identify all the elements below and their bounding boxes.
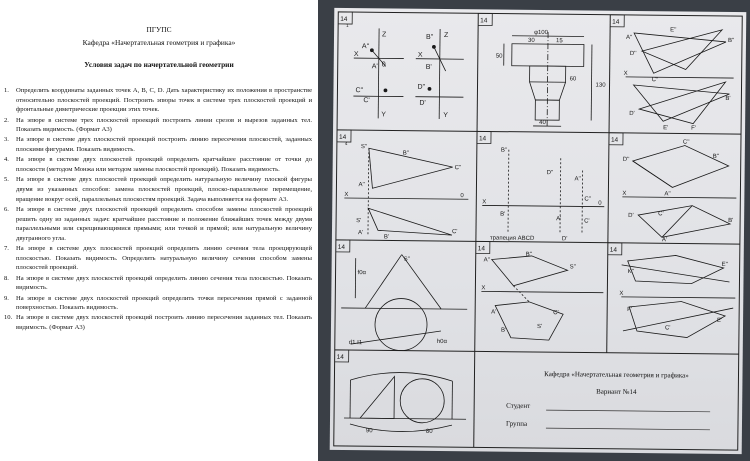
cell-tag-5: 14 [478, 135, 487, 143]
cell-tag-6: 14 [610, 136, 619, 144]
c6-b1: B'' [712, 153, 720, 160]
c7-x2: d1 I1 [348, 340, 363, 347]
cell-4-point-plane-distance [344, 148, 469, 235]
c4-b1: B'' [402, 150, 410, 157]
c2-d130: 130 [595, 82, 606, 89]
c3-b1: B'' [727, 37, 735, 45]
task-item: 3. На эпюре в системе двух плоскостей проекций построить линию пересечения плоскостей, заданных плоскими фигурами. Показать видимость. [4, 136, 312, 154]
c7-s1: S'' [403, 256, 411, 263]
c5-x: X [482, 199, 487, 206]
c3-e1: E'' [670, 27, 677, 34]
c3-e2: E' [663, 125, 669, 132]
c6-x: X [622, 190, 627, 197]
c3-x: X [623, 70, 628, 77]
c5-c2: C' [584, 218, 590, 225]
cell-tag-4: 14 [338, 133, 347, 141]
c1-z: Z [382, 31, 387, 39]
task-sheet [330, 8, 747, 454]
cell-2-body-section [503, 29, 592, 127]
c1-c2: C' [363, 97, 370, 105]
c1-a1: A'' [361, 43, 370, 51]
cell-tag-1: 14 [340, 15, 348, 23]
c6-a1: A'' [664, 191, 671, 198]
task-sheet-photo [318, 0, 750, 461]
c3-f2: F' [691, 125, 696, 132]
c6-d1: D'' [622, 156, 630, 163]
c6-b2: B' [728, 217, 734, 225]
c1-b1: B'' [425, 33, 434, 41]
cell-tag-10: 14 [336, 353, 344, 361]
c9-x: X [619, 290, 624, 297]
cell-index-1: 1 [346, 22, 349, 29]
cell-tag-3: 14 [612, 18, 620, 26]
c2-d60: 60 [569, 76, 577, 83]
cell-8-prism-section [481, 255, 604, 340]
c4-c1: C'' [454, 165, 462, 172]
c6-c2: C' [658, 211, 664, 218]
c4-o: 0 [460, 193, 464, 200]
cell-6-dihedral-angle [622, 145, 737, 238]
title-card-group-label: Группа [505, 419, 528, 428]
c4-a2: A' [357, 230, 364, 237]
c1-b2: B' [425, 63, 432, 71]
c1-d2: D' [419, 99, 426, 107]
c5-b2: B' [500, 211, 506, 218]
cell-9-line-surface [621, 255, 736, 338]
c1-d1: D'' [417, 83, 426, 91]
task-item: 6. На эпюре в системе двух плоскостей проекций определить способом замены плоскостей проекций решить одну из заданных задач: кратчайшее расстояние и положение ближайших точек между двумя параллельными или скрещивающимися прямыми; или точкой и прямой; или натуральную величину двугранного угла. [4, 205, 312, 242]
c1-z2: Z [444, 32, 449, 40]
c8-c2: C' [553, 310, 559, 317]
university-name: ПГУПС [146, 25, 172, 34]
c9-e2: E' [717, 317, 723, 324]
task-list [4, 86, 312, 333]
task-item: 1. Определить координаты заданных точек A, B, C, D. Дать характеристику их положения в пространстве относительно плоскостей проекций. Построить эпюры точек в системе трех плоскостей проекций и фронтальные диметрические проекции этих точек. [4, 87, 312, 114]
c6-c1: C'' [682, 139, 690, 146]
cell-1-point-projections [353, 28, 464, 119]
c6-a2: A' [661, 237, 668, 244]
title-card-department: Кафедра «Начертательная геометрия и графика» [544, 370, 689, 380]
cell-tag-9: 14 [609, 246, 618, 254]
c8-a1: A'' [483, 257, 491, 264]
c1-x: X [353, 51, 359, 59]
c1-a2: A' [371, 63, 378, 71]
c2-d40: 40 [539, 120, 546, 127]
c2-phi: φ100 [534, 29, 549, 37]
c3-b2: B' [725, 95, 731, 103]
c7-f0a: f0α [357, 270, 367, 277]
c2-d15: 15 [555, 38, 563, 45]
c4-s1: S'' [360, 144, 368, 151]
c8-x: X [481, 285, 486, 292]
c1-y: Y [381, 111, 386, 119]
c9-f2: F' [627, 306, 633, 313]
cell-7-cone-section [341, 254, 468, 351]
c5-d1: D'' [546, 170, 554, 177]
cell-10-intersecting-solids [344, 372, 467, 435]
c4-b2: B' [383, 234, 390, 241]
task-item: 2. На эпюре в системе трех плоскостей проекций построить линии срезов и вырезов заданных тел. Показать видимость. (Формат А3) [4, 116, 312, 134]
c4-a1: A'' [358, 182, 365, 189]
c5-caption: трапеция ABCD [489, 235, 535, 242]
task-item: 8. На эпюре в системе двух плоскостей проекций определить линию сечения тела плоскостью. Показать видимость. [4, 274, 312, 292]
c3-c1: C'' [651, 77, 659, 84]
task-item: 7. На эпюре в системе двух плоскостей проекций определить линию сечения тела проецирующей плоскостью. Показать видимость. Определить натуральную величину сечения способом замены плоскостей проекций. [4, 245, 312, 272]
task-item: 4. На эпюре в системе двух плоскостей проекций определить кратчайшее расстояние от точки до плоскости (методом Монжа или методом замены плоскостей проекций). Показать видимость. [4, 156, 312, 174]
c1-x2: X [417, 51, 423, 59]
c5-b1: B'' [500, 147, 508, 154]
c8-b1: B'' [525, 251, 533, 258]
c5-c1: C'' [584, 196, 591, 203]
task-item: 5. На эпюре в системе двух плоскостей проекций определить натуральную величину плоской фигуры двумя из указанных способов: замена плоскостей проекций, плоско-параллельное перемещение, вращение вокруг осей, параллельных плоскостям проекций. Задача выполняется на формате А3. [4, 176, 312, 203]
cell-tag-7: 14 [337, 243, 346, 251]
title-card-student-label: Студент [506, 401, 531, 410]
c8-s2: S' [536, 323, 543, 331]
c2-d30: 30 [527, 37, 535, 44]
c5-a2: A' [556, 216, 562, 223]
title-card-variant: Вариант №14 [596, 387, 637, 397]
c8-s1: S'' [569, 264, 576, 271]
c6-d2: D' [628, 212, 634, 220]
c10-d80: 80 [425, 428, 433, 435]
title-card-lines [546, 410, 710, 430]
c3-d2: D' [629, 110, 635, 118]
c10-d90: 90 [365, 428, 373, 435]
c4-s2: S' [356, 218, 362, 225]
c3-d1: D'' [629, 50, 637, 58]
c1-y2: Y [443, 112, 448, 120]
c5-d2: D' [561, 236, 568, 243]
c9-e1: E'' [721, 261, 728, 268]
c7-h0a: h0α [436, 338, 448, 346]
cell-3-plane-intersection [625, 29, 734, 124]
c5-o: 0 [598, 200, 602, 207]
c1-o: 0 [381, 61, 386, 69]
c1-c1: C'' [355, 87, 364, 95]
cell-index-4: 4 [344, 140, 348, 146]
c4-c2: C' [451, 229, 458, 236]
cell-tag-2: 14 [480, 17, 488, 25]
document-heading: Условия задач по начертательной геометрии [84, 60, 234, 69]
c3-a1: A'' [625, 34, 633, 41]
c4-x: X [344, 191, 349, 199]
c9-k1: K'' [627, 268, 634, 276]
c2-d50: 50 [495, 53, 503, 60]
task-conditions-document [0, 0, 318, 461]
c8-b2: B' [500, 327, 507, 334]
task-item: 10. На эпюре в системе двух плоскостей проекций построить линию пересечения заданных тел. Показать видимость. (Формат А3) [4, 314, 312, 332]
department-name: Кафедра «Начертательная геометрия и графика» [82, 38, 236, 47]
task-item: 9. На эпюре в системе двух плоскостей проекций определить точки пересечения прямой с заданной поверхностью. Показать видимость. [4, 294, 312, 312]
c8-a2: A' [491, 309, 497, 316]
c5-a1: A'' [574, 176, 581, 183]
cell-tag-8: 14 [477, 245, 486, 253]
c9-c2: C' [664, 325, 671, 332]
